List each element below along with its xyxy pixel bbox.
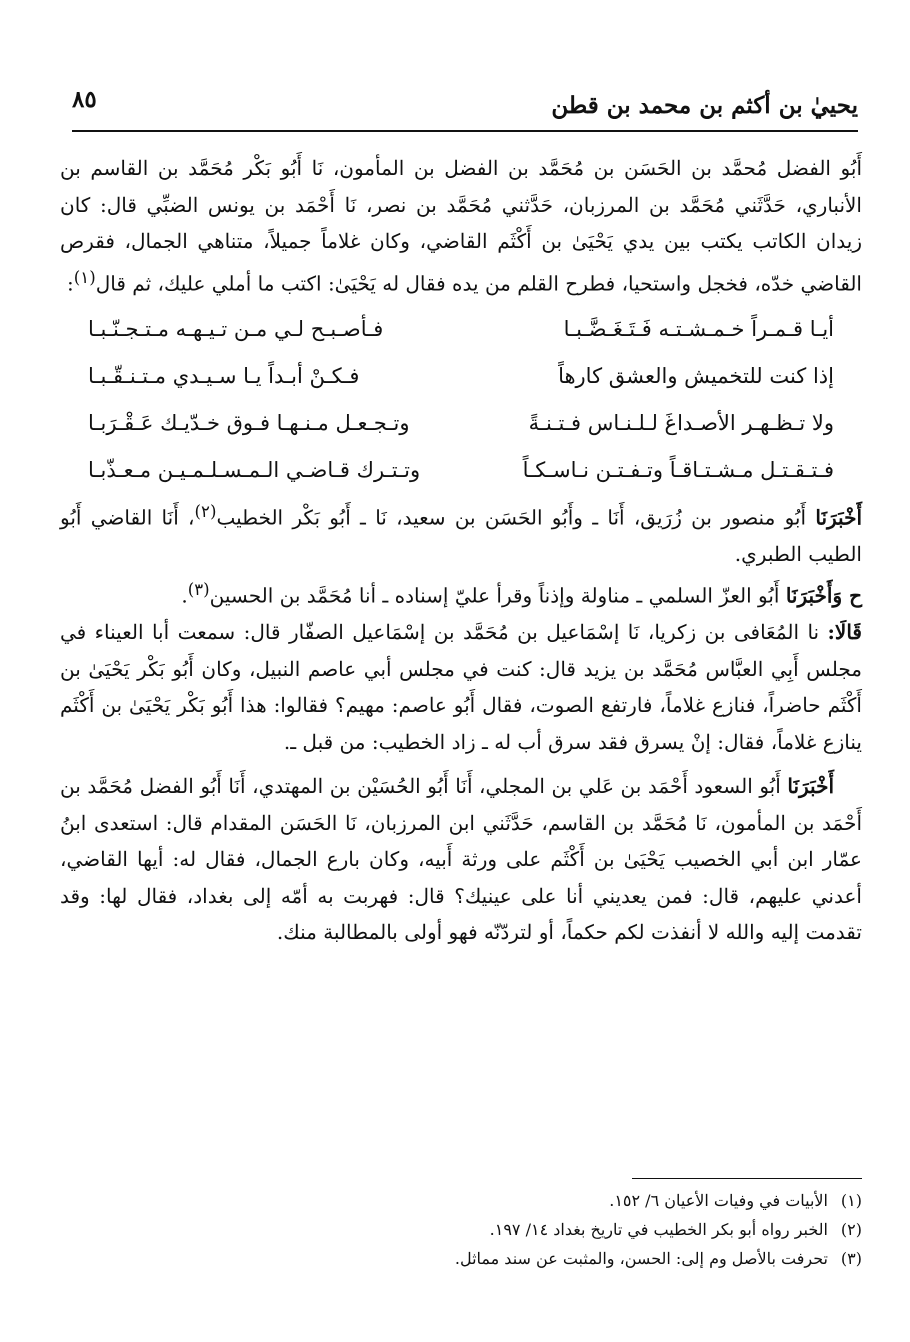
poem-first-hemistich: أيـا قـمـراً خـمـشـتـه فَـتَـغَـضَّـبـا: [563, 316, 834, 341]
poem-second-hemistich: وتـجـعـل مـنـهـا فـوق خـدّيـك عَـقْـرَبـا: [88, 410, 410, 435]
paragraph-text: أَبُو الفضل مُحمَّد بن الحَسَن بن مُحَمَّد بن الفضل بن المأمون، نَا أَبُو بَكْر مُحَمَّد بن القاسم بن الأنباري، حَدَّثَني مُحَمَّد بن المرزبان، حَدَّثني مُحَمَّد بن نصر، نَا أَحْمَد بن يونس الضبِّي قال: كان زيدان الكاتب يكتب بين يدي يَحْيَىٰ بن أَكْثَم القاضي، وكان غلاماً جميلاً، متناهي الجمال، فقرص القاضي خدّه، فخجل واستحيا، فطرح القلم من يده فقال له يَحْيَىٰ: اكتب ما أملي عليك، ثم قال: [60, 156, 863, 296]
poem-line: [88, 400, 834, 447]
footnote: [60, 1186, 862, 1215]
poem-first-hemistich: ولا تـظـهـر الأصـداغَ لـلـنـاس فـتـنـةً: [528, 410, 834, 435]
footnote-ref: (٢): [194, 501, 217, 521]
running-title: يحييٰ بن أكثم بن محمد بن قطن: [551, 92, 858, 119]
poem-second-hemistich: فـأصـبـح لـي مـن تـيـهـه مـتـجـنّـبـا: [88, 316, 384, 341]
paragraph: [60, 494, 862, 573]
footnote: [60, 1215, 862, 1244]
footnotes: [60, 1186, 862, 1273]
paragraph: [60, 614, 862, 760]
narration-lead: ح وَأَخْبَرَنَا: [785, 583, 862, 608]
punctuation: .: [181, 583, 188, 608]
footnote-text: الخبر رواه أبو بكر الخطيب في تاريخ بغداد ١٤/ ١٩٧.: [489, 1220, 828, 1239]
footnote-text: تحرفت بالأصل وم إلى: الحسن، والمثبت عن سند مماثل.: [454, 1249, 828, 1268]
poem-line: [88, 306, 834, 353]
footnote-separator: [632, 1178, 862, 1179]
footnote-text: الأبيات في وفيات الأعيان ٦/ ١٥٢.: [609, 1191, 828, 1210]
poem-line: [88, 447, 834, 494]
footnote-number: (١): [840, 1191, 862, 1210]
paragraph: [60, 150, 862, 302]
punctuation: :: [67, 271, 74, 296]
poem-first-hemistich: إذا كنت للتخميش والعشق كارهاً: [558, 363, 834, 388]
narration-lead: أَخْبَرَنَا: [787, 774, 834, 799]
paragraph-text: أَبُو السعود أَحْمَد بن عَلي بن المجلي، أَنَا أَبُو الحُسَيْن بن المهتدي، أَنَا أَبُو الفضل مُحَمَّد بن أَحْمَد بن المأمون، نَا مُحَمَّد بن القاسم، حَدَّثَني ابن المرزبان، نَا الحَسَن المقدام قال: استعدى ابنُ عمّار ابن أبي الخصيب يَحْيَىٰ بن أَكْثَم على ورثة أَبيه، وكان بارع الجمال، فقال له: أيها القاضي، أعدني عليهم، قال: فمن يعديني أنا على عينيك؟ قال: فهربت به أمّه إلى بغداد، فقال لها: وقد تقدمت إليه والله لا أنفذت لكم حكماً، أو لتردّنّه فهو أولى بالمطالبة منك.: [60, 774, 863, 945]
paragraph: [60, 768, 862, 951]
page-number: ٨٥: [72, 86, 97, 113]
poem-line: [88, 353, 834, 400]
narration-lead: قَالَا:: [827, 620, 862, 645]
paragraph-text: ، أَنَا القاضي أَبُو الطيب الطبري.: [60, 505, 862, 566]
footnote-ref: (٣): [187, 580, 210, 600]
narration-lead: أَخْبَرَنَا: [815, 505, 862, 530]
paragraph: [60, 572, 862, 614]
footnote-ref: (١): [73, 267, 96, 287]
poem-second-hemistich: وتـتـرك قـاضـي الـمـسـلـمـيـن مـعـذّبـا: [88, 457, 421, 482]
footnote-number: (٢): [840, 1220, 862, 1239]
paragraph-text: نا المُعَافى بن زكريا، نَا إسْمَاعيل بن مُحَمَّد بن إسْمَاعيل الصفّار قال: سمعت أبا العيناء في مجلس أَبِي العبَّاس مُحَمَّد بن يزيد قال: كنت في مجلس أبي عاصم النبيل، وكان أَبُو بَكْر يَحْيَىٰ بن أَكْثَم حاضراً، فنازع غلاماً، فارتفع الصوت، فقال أَبُو عاصم: مهيم؟ فقالوا: هذا أَبُو بَكْر يَحْيَىٰ بن أَكْثَم ينازع غلاماً، فقال: إنْ يسرق فقد سرق أب له ـ زاد الخطيب: من قبل ـ.: [60, 620, 862, 754]
paragraph-text: أَبُو منصور بن زُرَيق، أَنَا ـ وأَبُو الحَسَن بن سعيد، نَا ـ أَبُو بَكْر الخطيب: [216, 505, 816, 530]
body-text: [60, 150, 862, 951]
footnote-number: (٣): [840, 1249, 862, 1268]
poem-first-hemistich: فـتـقـتـل مـشـتـاقـاً وتـفـتـن نـاسـكـاً: [522, 457, 834, 482]
page-header: [72, 86, 858, 132]
footnote: [60, 1244, 862, 1273]
poem: [88, 306, 834, 494]
paragraph-text: أَبُو العزّ السلمي ـ مناولة وإذناً وقرأ عليّ إسناده ـ أنا مُحَمَّد بن الحسين: [209, 583, 786, 608]
poem-second-hemistich: فـكـنْ أبـداً يـا سـيـدي مـتـنـقّـبـا: [88, 363, 360, 388]
